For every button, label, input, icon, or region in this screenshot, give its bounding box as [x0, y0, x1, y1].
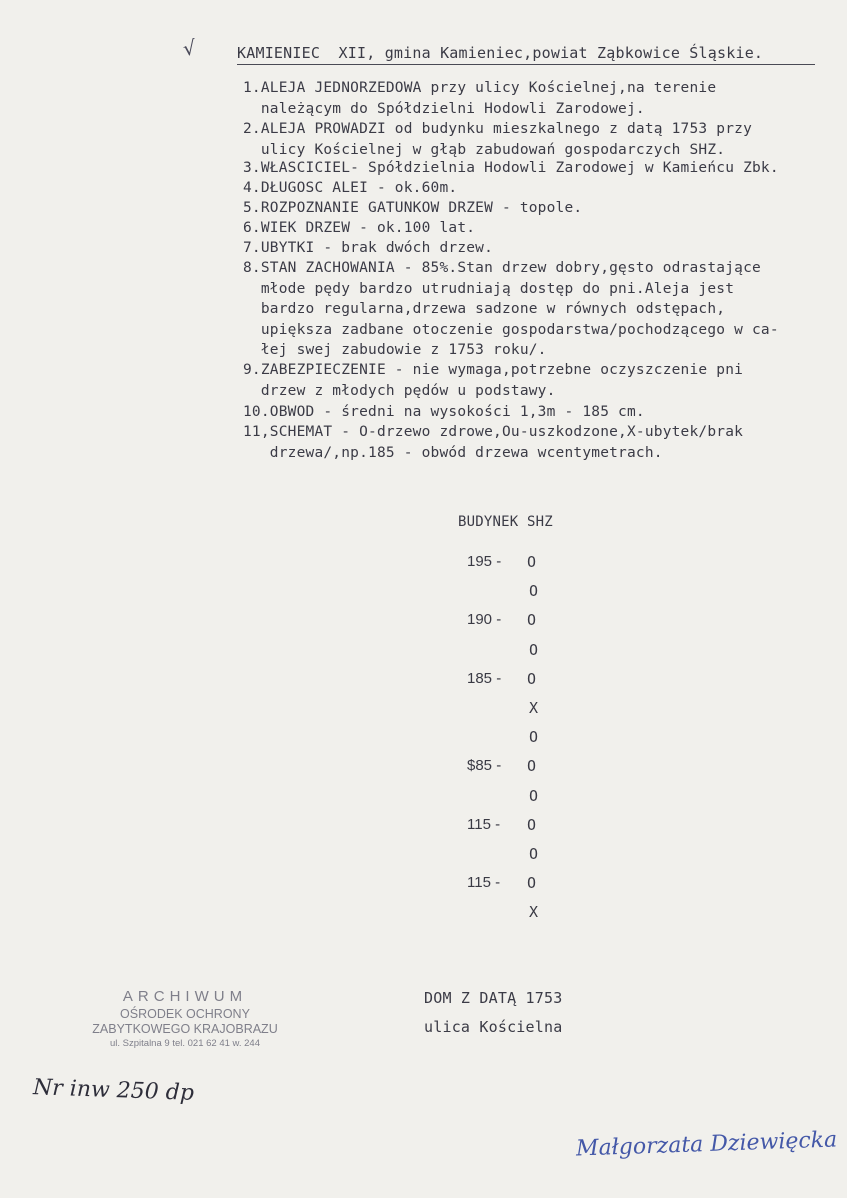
item-line: 2.ALEJA PROWADZI od budynku mieszkalnego z datą 1753 przy — [243, 121, 752, 137]
list-item — [243, 360, 843, 401]
item-line: łej swej zabudowie z 1753 roku/. — [243, 342, 547, 358]
tree-marker: O — [527, 553, 537, 571]
list-item — [243, 78, 843, 119]
item-line: 1.ALEJA JEDNORZEDOWA przy ulicy Kościelnej,na terenie — [243, 80, 717, 96]
tree-marker: O — [527, 816, 537, 834]
tree-circumference-label: 185 - — [467, 670, 502, 687]
stamp-line-2: OŚRODEK OCHRONY — [120, 1007, 250, 1021]
tree-circumference-label: 190 - — [467, 611, 502, 628]
list-item — [243, 422, 843, 463]
item-line: należącym do Spółdzielni Hodowli Zarodowej. — [243, 100, 645, 117]
tree-marker: O — [529, 845, 539, 863]
tree-marker: O — [529, 641, 539, 659]
tree-marker: O — [529, 582, 539, 600]
list-item — [243, 238, 843, 259]
item-line: 3.WŁASCICIEL- Spółdzielnia Hodowli Zarodowej w Kamieńcu Zbk. — [243, 160, 779, 176]
list-item — [243, 258, 843, 361]
street-label: ulica Kościelna — [424, 1018, 563, 1036]
stamp-line-4: ul. Szpitalna 9 tel. 021 62 41 w. 244 — [110, 1038, 260, 1049]
item-line: 9.ZABEZPIECZENIE - nie wymaga,potrzebne oczyszczenie pni — [243, 362, 744, 378]
item-line: 10.OBWOD - średni na wysokości 1,3m - 185 cm. — [243, 404, 645, 420]
signature: Małgorzata Dziewięcka — [575, 1127, 838, 1162]
tree-marker: O — [527, 874, 537, 892]
tree-circumference-label: 195 - — [467, 553, 502, 570]
item-line: 7.UBYTKI - brak dwóch drzew. — [243, 240, 494, 256]
tree-marker: O — [527, 670, 537, 688]
item-line: 4.DŁUGOSC ALEI - ok.60m. — [243, 180, 458, 196]
building-label: BUDYNEK SHZ — [458, 514, 553, 530]
house-date-label: DOM Z DATĄ 1753 — [424, 989, 563, 1007]
item-line: drzew z młodych pędów u podstawy. — [243, 382, 556, 399]
list-item — [243, 198, 843, 219]
item-line: drzewa/,np.185 - obwód drzewa wcentymetrach. — [243, 444, 663, 461]
document-title: KAMIENIEC XII, gmina Kamieniec,powiat Ząbkowice Śląskie. — [237, 44, 764, 62]
item-line: bardzo regularna,drzewa sadzone w równych odstępach, — [243, 301, 726, 317]
list-item — [243, 218, 843, 239]
item-line: upiększa zadbane otoczenie gospodarstwa/pochodzącego w ca- — [243, 321, 779, 338]
list-item — [243, 178, 843, 199]
item-line: młode pędy bardzo utrudniają dostęp do pni.Aleja jest — [243, 280, 735, 297]
list-item — [243, 119, 843, 160]
inventory-number: Nr inw 250 dp — [32, 1075, 195, 1106]
list-item — [243, 158, 843, 179]
stamp-line-3: ZABYTKOWEGO KRAJOBRAZU — [92, 1022, 278, 1036]
tree-marker: O — [529, 787, 539, 805]
item-line: 8.STAN ZACHOWANIA - 85%.Stan drzew dobry,gęsto odrastające — [243, 260, 761, 276]
missing-tree-marker: X — [529, 903, 539, 921]
item-line: 6.WIEK DRZEW - ok.100 lat. — [243, 220, 476, 236]
missing-tree-marker: X — [529, 699, 539, 717]
tree-marker: O — [529, 728, 539, 746]
tree-marker: O — [527, 611, 537, 629]
check-mark-icon: √ — [181, 35, 198, 61]
list-item — [243, 402, 843, 423]
title-underline — [237, 64, 815, 65]
tree-circumference-label: 115 - — [467, 874, 501, 891]
tree-circumference-label: $85 - — [467, 757, 502, 774]
item-line: ulicy Kościelnej w głąb zabudowań gospodarczych SHZ. — [243, 141, 726, 158]
item-line: 5.ROZPOZNANIE GATUNKOW DRZEW - topole. — [243, 200, 583, 216]
archive-stamp — [70, 988, 300, 1049]
stamp-line-1: ARCHIWUM — [122, 988, 248, 1005]
tree-circumference-label: 115 - — [467, 816, 501, 833]
item-line: 11,SCHEMAT - O-drzewo zdrowe,Ou-uszkodzone,X-ubytek/brak — [243, 424, 744, 440]
tree-marker: O — [527, 757, 537, 775]
